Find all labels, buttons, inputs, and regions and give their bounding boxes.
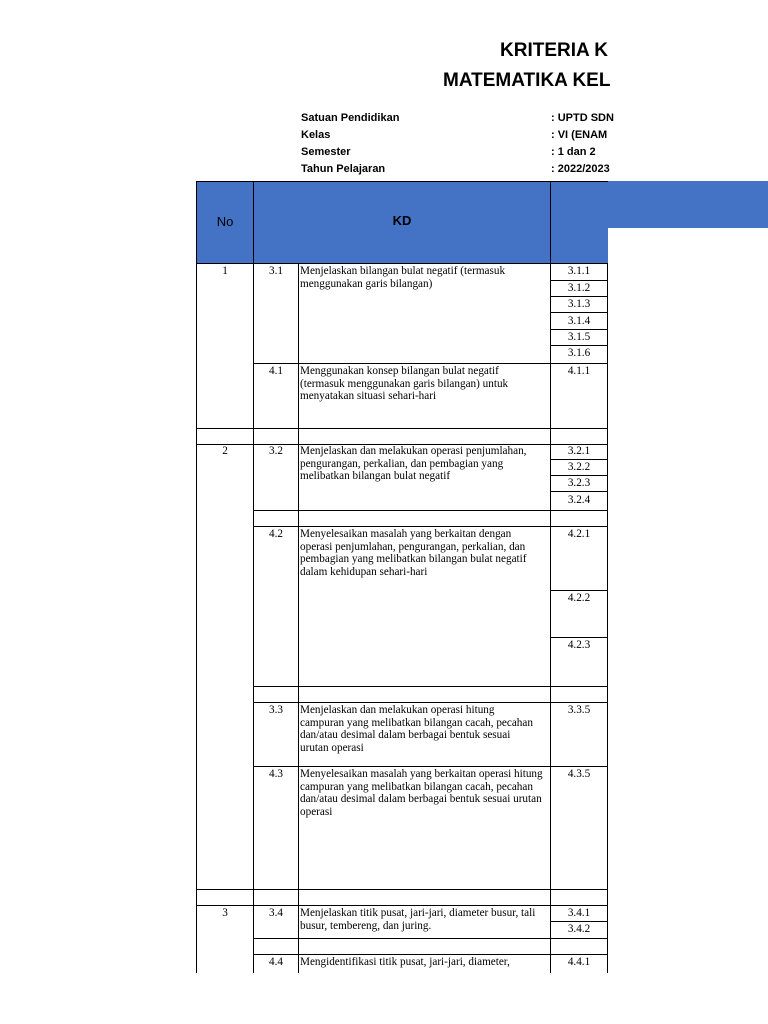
meta-value-kelas: : VI (ENAM [551, 129, 608, 141]
indicator: 3.2.1 [567, 445, 591, 457]
row-no: 2 [222, 445, 228, 457]
indicator: 4.2.3 [567, 639, 591, 651]
kd-description: Menjelaskan dan melakukan operasi hitung campuran yang melibatkan bilangan cacah, pecahan dan/atau desimal dalam berbagai bentuk sesuai urutan operasi [300, 704, 533, 754]
meta-value-satuan: : UPTD SDN [551, 112, 614, 124]
kd-code: 3.3 [269, 704, 283, 716]
kd-code: 3.4 [269, 907, 283, 919]
indicator: 3.2.2 [567, 461, 591, 473]
indicator: 4.1.1 [567, 365, 591, 377]
meta-label-tahun: Tahun Pelajaran [301, 163, 386, 175]
kd-code: 4.2 [269, 528, 283, 540]
indicator: 4.4.1 [567, 956, 591, 968]
indicator: 4.3.5 [567, 768, 591, 780]
indicator: 3.1.5 [567, 331, 591, 343]
indicator: 4.2.1 [567, 528, 591, 540]
title-line-1: KRITERIA K [500, 40, 609, 61]
kd-code: 4.4 [269, 956, 283, 968]
meta-label-semester: Semester [301, 146, 351, 158]
indicator: 3.1.6 [567, 347, 591, 359]
indicator: 3.2.4 [567, 494, 591, 506]
header-no: No [216, 214, 234, 229]
kd-code: 3.1 [269, 265, 283, 277]
kd-description: Menyelesaikan masalah yang berkaitan dengan operasi penjumlahan, pengurangan, perkalian, dan pembagian yang melibatkan bilangan bulat negatif dalam kehidupan sehari-hari [300, 528, 527, 578]
kd-description: Menyelesaikan masalah yang berkaitan operasi hitung campuran yang melibatkan bilangan cacah, pecahan dan/atau desimal dalam berbagai bentuk sesuai urutan operasi [300, 768, 543, 818]
kd-description: Mengidentifikasi titik pusat, jari-jari, diameter, [300, 956, 510, 968]
table-header-right [608, 181, 768, 228]
indicator: 3.4.1 [567, 907, 591, 919]
meta-value-tahun: : 2022/2023 [551, 163, 610, 175]
kd-description: Menjelaskan dan melakukan operasi penjumlahan, pengurangan, perkalian, dan pembagian yang melibatkan bilangan bulat negatif [300, 445, 527, 482]
indicator: 3.1.4 [567, 315, 591, 327]
title-line-2: MATEMATIKA KEL [443, 70, 611, 91]
indicator: 3.1.2 [567, 282, 591, 294]
indicator: 3.1.1 [567, 265, 591, 277]
header-kd: KD [392, 213, 412, 228]
kd-code: 3.2 [269, 445, 283, 457]
meta-label-satuan: Satuan Pendidikan [301, 112, 400, 124]
indicator: 4.2.2 [567, 592, 591, 604]
kd-code: 4.3 [269, 768, 283, 780]
kd-code: 4.1 [269, 365, 283, 377]
meta-value-semester: : 1 dan 2 [551, 146, 596, 158]
indicator: 3.1.3 [567, 298, 591, 310]
meta-label-kelas: Kelas [301, 129, 331, 141]
indicator: 3.2.3 [567, 477, 591, 489]
row-no: 3 [222, 907, 228, 919]
row-no: 1 [222, 265, 228, 277]
kd-description: Menjelaskan bilangan bulat negatif (termasuk menggunakan garis bilangan) [300, 265, 506, 290]
indicator: 3.3.5 [567, 704, 591, 716]
kd-description: Menjelaskan titik pusat, jari-jari, diameter busur, tali busur, tembereng, dan juring. [300, 907, 536, 932]
indicator: 3.4.2 [567, 923, 591, 935]
kd-description: Menggunakan konsep bilangan bulat negatif (termasuk menggunakan garis bilangan) untuk menyatakan situasi sehari-hari [300, 365, 509, 402]
